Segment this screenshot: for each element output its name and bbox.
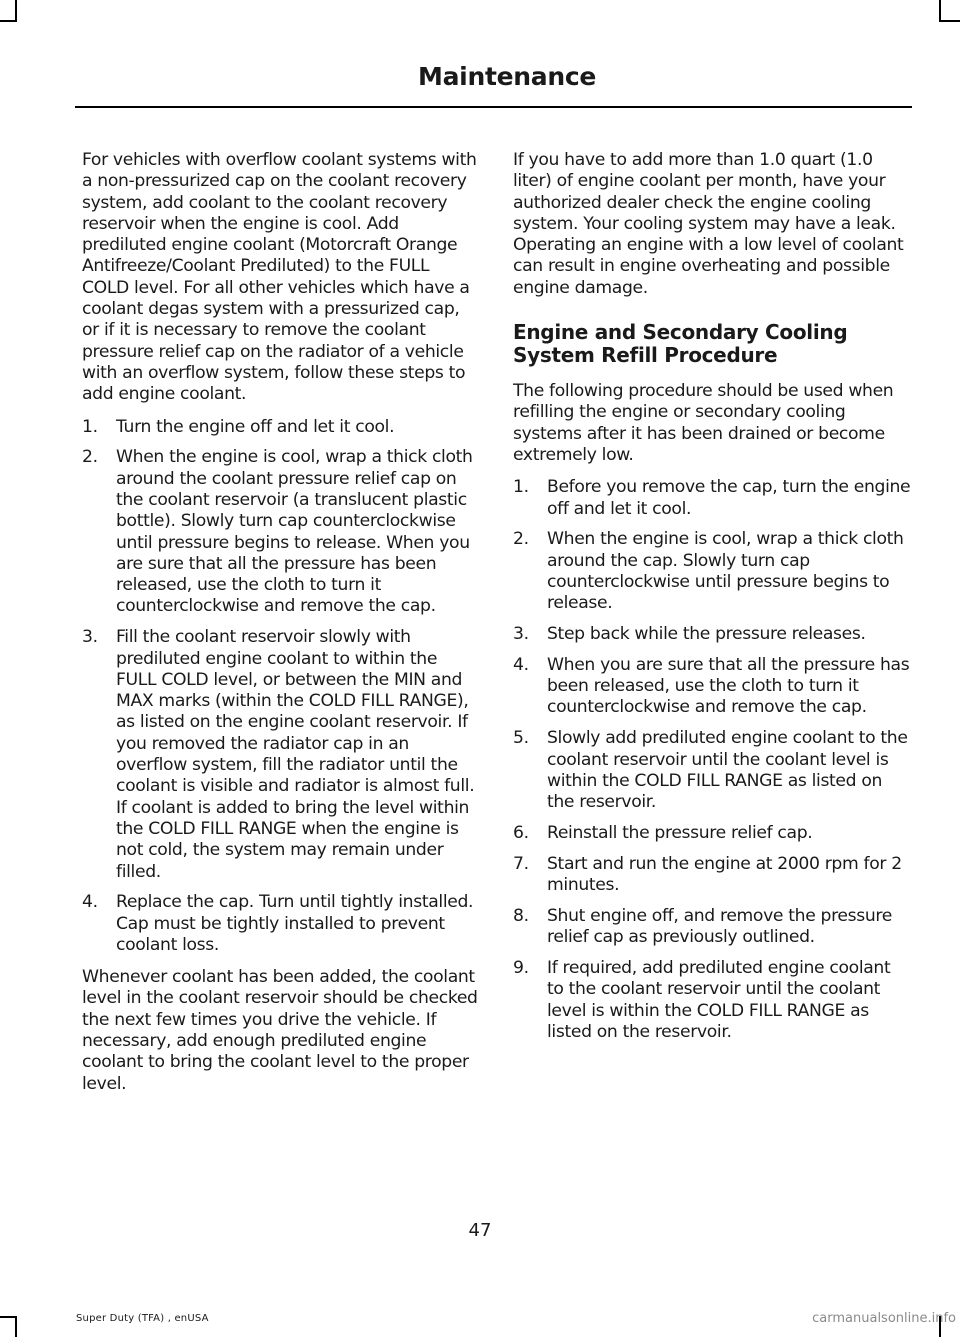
- step-text: Before you remove the cap, turn the engine off and let it cool.: [547, 477, 911, 519]
- step-text: When you are sure that all the pressure has been released, use the cloth to turn it counterclockwise and remove the cap.: [547, 654, 910, 718]
- step-number: 6.: [513, 822, 529, 843]
- refill-procedure-steps: [513, 477, 911, 1043]
- step-text: Fill the coolant reservoir slowly with prediluted engine coolant to within the FULL COLD level, or between the MIN and MAX marks (within the COLD FILL RANGE), as listed on the engine coolant reservoir. If you removed the radiator cap in an overflow system, fill the radiator until the coolant is visible and radiator is almost full. If coolant is added to bring the level within the COLD FILL RANGE when the engine is not cold, the system may remain under filled.: [116, 627, 475, 882]
- step-number: 1.: [513, 477, 529, 498]
- step-number: 4.: [513, 654, 529, 675]
- step-text: Slowly add prediluted engine coolant to the coolant reservoir until the coolant level is within the COLD FILL RANGE as listed on the reservoir.: [547, 728, 908, 813]
- step-text: When the engine is cool, wrap a thick cloth around the cap. Slowly turn cap counterclockwise until pressure begins to release.: [547, 529, 904, 614]
- step-number: 7.: [513, 853, 529, 874]
- step-number: 2.: [82, 447, 98, 468]
- publication-info: Super Duty (TFA) , enUSA: [76, 1313, 209, 1324]
- step-text: When the engine is cool, wrap a thick cloth around the coolant pressure relief cap on the coolant reservoir (a translucent plastic bottle). Slowly turn cap counterclockwise until pressure begins to release. When you are sure that all the pressure has been released, use the cloth to turn it counterclockwise and remove the cap.: [116, 447, 473, 617]
- left-column: [82, 150, 478, 1106]
- watermark-text: carmanualsonline.info: [812, 1311, 956, 1326]
- list-item: [513, 958, 911, 1043]
- step-number: 4.: [82, 892, 98, 913]
- crop-mark-top-right-vertical: [939, 0, 941, 22]
- step-number: 3.: [82, 627, 98, 648]
- crop-mark-top-left-horizontal: [0, 20, 17, 22]
- step-number: 3.: [513, 624, 529, 645]
- list-item: [513, 624, 911, 645]
- step-number: 5.: [513, 728, 529, 749]
- right-intro-paragraph: If you have to add more than 1.0 quart (1.0 liter) of engine coolant per month, have your authorized dealer check the engine cooling system. Your cooling system may have a leak. Operating an engine with a low level of coolant can result in engine overheating and possible engine damage.: [513, 150, 904, 298]
- crop-mark-top-left-vertical: [15, 0, 17, 22]
- step-number: 9.: [513, 957, 529, 978]
- step-text: Reinstall the pressure relief cap.: [547, 822, 813, 843]
- list-item: [513, 529, 911, 614]
- list-item: [82, 417, 478, 438]
- list-item: [513, 906, 911, 949]
- left-closing-paragraph: Whenever coolant has been added, the coolant level in the coolant reservoir should be checked the next few times you drive the vehicle. If necessary, add enough prediluted engine coolant to bring the coolant level to the proper level.: [82, 967, 478, 1094]
- right-column: [513, 150, 911, 1054]
- list-item: [513, 823, 911, 844]
- header-divider: [75, 106, 912, 108]
- step-text: Replace the cap. Turn until tightly installed. Cap must be tightly installed to prevent coolant loss.: [116, 892, 474, 955]
- list-item: [513, 655, 911, 719]
- list-item: [82, 892, 478, 956]
- page-number: 47: [468, 1220, 492, 1241]
- crop-mark-top-right-horizontal: [939, 20, 960, 22]
- step-text: Turn the engine off and let it cool.: [116, 416, 395, 437]
- step-text: Start and run the engine at 2000 rpm for 2 minutes.: [547, 853, 902, 896]
- section-intro-paragraph: The following procedure should be used when refilling the engine or secondary cooling systems after it has been drained or become extremely low.: [513, 381, 894, 465]
- list-item: [513, 854, 911, 897]
- step-text: Step back while the pressure releases.: [547, 624, 866, 645]
- coolant-add-steps: [82, 417, 478, 957]
- list-item: [82, 627, 478, 883]
- list-item: [82, 447, 478, 617]
- step-number: 2.: [513, 529, 529, 550]
- list-item: [513, 477, 911, 520]
- left-intro-paragraph: For vehicles with overflow coolant systems with a non-pressurized cap on the coolant recovery system, add coolant to the coolant recovery reservoir when the engine is cool. Add prediluted engine coolant (Motorcraft Orange Antifreeze/Coolant Prediluted) to the FULL COLD level. For all other vehicles which have a coolant degas system with a pressurized cap, or if it is necessary to remove the coolant pressure relief cap on the radiator of a vehicle with an overflow system, follow these steps to add engine coolant.: [82, 150, 477, 405]
- step-text: Shut engine off, and remove the pressure relief cap as previously outlined.: [547, 905, 892, 948]
- step-text: If required, add prediluted engine coolant to the coolant reservoir until the coolant level is within the COLD FILL RANGE as listed on the reservoir.: [547, 957, 891, 1042]
- crop-mark-bottom-left-vertical: [15, 1316, 17, 1337]
- step-number: 8.: [513, 905, 529, 926]
- crop-mark-bottom-left-horizontal: [0, 1316, 17, 1318]
- step-number: 1.: [82, 416, 98, 437]
- list-item: [513, 728, 911, 813]
- section-heading: Engine and Secondary Cooling System Refill Procedure: [513, 320, 848, 368]
- page-title: Maintenance: [418, 62, 596, 91]
